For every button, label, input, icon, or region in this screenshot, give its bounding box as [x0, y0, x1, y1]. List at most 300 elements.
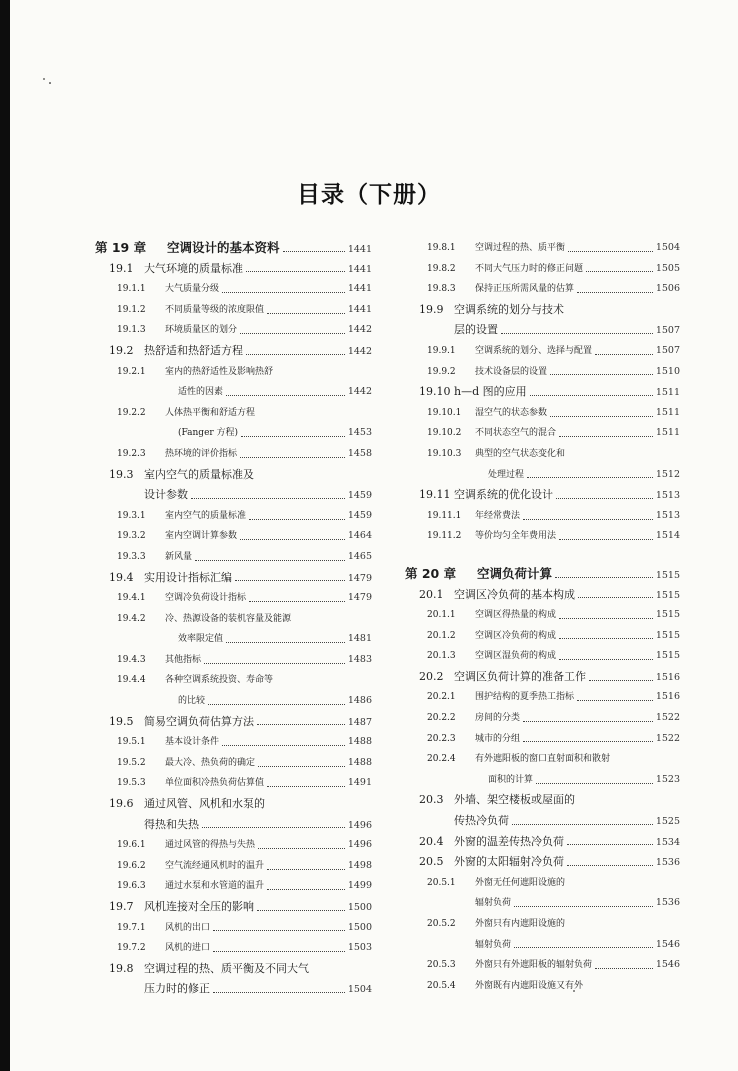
toc-entry-number: 20.5.2 [427, 919, 456, 929]
toc-entry-number: 19.9.1 [427, 345, 456, 356]
toc-entry-page: 1522 [655, 712, 680, 724]
dot-leader [559, 539, 653, 540]
toc-entry-page: 1487 [347, 716, 372, 728]
toc-entry-page: 1536 [655, 897, 680, 909]
toc-entry-title: 不同大气压力时的修正问题 [475, 263, 584, 274]
toc-entry-title: 最大冷、热负荷的确定 [165, 757, 256, 768]
toc-entry [405, 893, 680, 914]
page-title: 目录（下册） [297, 182, 441, 208]
toc-entry [95, 918, 372, 939]
toc-entry-number: 19.8.2 [427, 263, 456, 274]
dot-leader [240, 457, 345, 458]
dot-leader [577, 292, 653, 293]
toc-entry [95, 650, 372, 671]
toc-entry-page: 1511 [655, 406, 680, 418]
toc-entry-page: 1465 [347, 550, 372, 562]
toc-entry-number: 20.5.3 [427, 960, 456, 971]
toc-entry-number: 19.8.1 [427, 243, 456, 253]
toc-entry-title: 处理过程 [488, 469, 525, 480]
toc-entry-title: 的比较 [178, 696, 206, 707]
toc-entry-title: h—d 图的应用 [454, 385, 527, 399]
toc-entry-title: 大气质量分级 [165, 284, 220, 295]
dot-leader [527, 477, 653, 478]
toc-entry-page: 1481 [347, 633, 372, 645]
toc-entry-title: 环境质量区的划分 [165, 325, 238, 336]
toc-entry [95, 506, 372, 527]
toc-entry-title: 外窗的太阳辐射冷负荷 [454, 855, 564, 869]
toc-entry-title: 面积的计算 [488, 774, 534, 785]
toc-entry-number: 第 19 章 [95, 240, 147, 255]
dot-leader [249, 601, 345, 602]
dot-leader [559, 638, 653, 639]
toc-entry-number: 第 20 章 [405, 565, 457, 581]
toc-entry [405, 585, 680, 606]
toc-entry [95, 629, 372, 650]
toc-entry-title: 人体热平衡和舒适方程 [165, 407, 256, 418]
toc-entry [95, 691, 372, 712]
toc-entry-title: 其他指标 [165, 654, 202, 665]
toc-entry-number: 20.2 [419, 669, 444, 683]
dot-leader [556, 498, 653, 499]
toc-entry-title: 湿空气的状态参数 [475, 407, 548, 418]
dot-leader [257, 724, 345, 725]
dot-leader [204, 663, 345, 664]
toc-entry [405, 626, 680, 647]
toc-entry-number: 19.5.2 [117, 757, 146, 768]
toc-entry-number: 19.10.3 [427, 448, 462, 459]
toc-entry [405, 444, 680, 465]
scan-speck [49, 82, 51, 84]
toc-entry-title: 空调区冷负荷的基本构成 [454, 587, 575, 601]
dot-leader [550, 374, 653, 375]
toc-entry-number: 20.2.4 [427, 754, 456, 765]
dot-leader [246, 354, 345, 355]
toc-entry-title: 外窗无任何遮阳设施的 [475, 877, 566, 888]
toc-entry-title: 围护结构的夏季热工指标 [475, 692, 575, 703]
toc-entry [95, 403, 372, 424]
toc-entry [95, 526, 372, 547]
toc-entry-page: 1515 [655, 650, 680, 662]
toc-entry-page: 1523 [655, 773, 680, 785]
dot-leader [567, 844, 653, 845]
toc-right-column [405, 238, 680, 996]
toc-entry-title: 适性的因素 [178, 387, 224, 398]
toc-entry [95, 938, 372, 959]
toc-entry-page: 1442 [347, 345, 372, 357]
toc-entry-page: 1499 [347, 880, 372, 892]
dot-leader [240, 539, 345, 540]
toc-entry-title: 压力时的修正 [144, 982, 210, 996]
toc-entry-title: 得热和失热 [144, 817, 199, 831]
toc-entry [95, 320, 372, 341]
toc-entry-title: 设计参数 [144, 488, 188, 502]
toc-entry [405, 320, 680, 341]
toc-entry-page: 1513 [655, 490, 680, 502]
dot-leader [195, 560, 345, 561]
toc-entry-page: 1486 [347, 695, 372, 707]
dot-leader [191, 498, 345, 499]
toc-entry-number: 19.4.3 [117, 654, 146, 665]
dot-leader [246, 271, 345, 272]
dot-leader [208, 704, 345, 705]
toc-entry [405, 300, 680, 321]
toc-entry [95, 897, 372, 918]
dot-leader [213, 992, 345, 993]
toc-entry-title: 技术设备层的设置 [475, 366, 548, 377]
toc-entry-page: 1500 [347, 902, 372, 913]
toc-entry-page: 1504 [347, 984, 372, 996]
toc-entry-number: 20.1.2 [427, 630, 456, 641]
toc-entry-number: 19.11.2 [427, 531, 462, 542]
toc-entry [405, 341, 680, 362]
dot-leader [523, 721, 653, 722]
toc-entry [405, 605, 680, 626]
toc-entry-number: 19.3.2 [117, 531, 146, 542]
toc-entry-number: 20.2.2 [427, 713, 456, 724]
dot-leader [258, 766, 345, 767]
toc-entry [405, 238, 680, 259]
toc-entry-title: 风机的出口 [165, 922, 211, 933]
toc-entry [95, 670, 372, 691]
dot-leader [595, 354, 653, 355]
toc-entry-title: 辐射负荷 [475, 898, 512, 909]
toc-entry-page: 1488 [347, 756, 372, 768]
toc-entry [405, 646, 680, 667]
dot-leader [514, 947, 653, 948]
toc-entry-number: 19.8 [109, 961, 134, 975]
toc-entry-title: 室内空调计算参数 [165, 531, 238, 542]
toc-entry-title: 室内空气的质量标准 [165, 510, 247, 521]
dot-leader [577, 700, 653, 701]
toc-entry [405, 279, 680, 300]
toc-entry-title: 通过水泵和水管道的温升 [165, 881, 265, 892]
toc-entry-number: 20.5 [419, 855, 444, 869]
toc-entry [95, 362, 372, 383]
toc-entry-page: 1464 [347, 530, 372, 542]
toc-entry-number: 19.10.2 [427, 428, 462, 439]
toc-entry-number: 19.6 [109, 797, 134, 811]
toc-entry-page: 1514 [655, 530, 680, 542]
toc-entry-title: 有外遮阳板的窗口直射面积和散射 [475, 754, 611, 765]
toc-entry [95, 753, 372, 774]
toc-entry-number: 19.4.4 [117, 675, 146, 686]
toc-entry-title: 空调过程的热、质平衡及不同大气 [144, 961, 309, 975]
toc-entry-title: 空调系统的划分与技术 [454, 302, 564, 316]
toc-entry-title: 外窗的温差传热冷负荷 [454, 834, 564, 848]
dot-leader [595, 968, 653, 969]
toc-entry-page: 1479 [347, 592, 372, 604]
dot-leader [202, 827, 345, 828]
toc-entry-title: 各种空调系统投资、寿命等 [165, 675, 274, 686]
toc-entry-title: 空调区负荷计算的准备工作 [454, 669, 586, 683]
toc-entry [95, 959, 372, 980]
dot-leader [249, 519, 345, 520]
dot-leader [226, 642, 345, 643]
toc-entry [405, 403, 680, 424]
toc-entry [95, 568, 372, 589]
toc-entry-page: 1516 [655, 691, 680, 703]
toc-entry [405, 259, 680, 280]
toc-entry-page: 1522 [655, 732, 680, 744]
toc-entry-page: 1441 [347, 263, 372, 275]
toc-entry [405, 955, 680, 976]
toc-entry-page: 1536 [655, 857, 680, 869]
toc-entry-title: 风机的进口 [165, 943, 211, 954]
toc-entry-number: 19.4 [109, 570, 134, 584]
toc-entry-title: 热舒适和热舒适方程 [144, 343, 243, 357]
dot-leader [514, 906, 653, 907]
toc-entry-title: 实用设计指标汇编 [144, 570, 232, 584]
toc-entry-number: 19.6.1 [117, 840, 146, 851]
toc-entry [405, 465, 680, 486]
toc-entry-number: 19.2 [109, 343, 134, 357]
toc-entry-number: 19.6.2 [117, 860, 146, 871]
toc-entry-title: 年经常费法 [475, 510, 521, 521]
toc-entry-number: 19.7.1 [117, 922, 146, 933]
toc-entry-title: 空调设计的基本资料 [167, 240, 280, 255]
toc-entry [95, 238, 372, 259]
toc-entry-number: 19.6.3 [117, 881, 146, 892]
toc-entry-page: 1546 [655, 959, 680, 971]
toc-entry [95, 444, 372, 465]
toc-entry-title: 基本设计条件 [165, 737, 220, 748]
dot-leader [240, 333, 345, 334]
toc-entry-page: 1459 [347, 490, 372, 502]
toc-entry-title: 空调系统的优化设计 [454, 488, 553, 502]
toc-entry-title: 典型的空气状态变化和 [475, 448, 566, 459]
toc-entry-page: 1511 [655, 387, 680, 399]
toc-entry [405, 362, 680, 383]
toc-entry-number: 19.1 [109, 261, 134, 275]
toc-entry-page: 1458 [347, 447, 372, 459]
toc-entry [405, 852, 680, 873]
dot-leader [550, 416, 653, 417]
toc-entry-title: 大气环境的质量标准 [144, 261, 243, 275]
toc-entry-title: 空调区冷负荷的构成 [475, 630, 557, 641]
toc-entry-page: 1496 [347, 839, 372, 851]
toc-entry-number: 19.5.1 [117, 737, 146, 748]
toc-entry-title: 热环境的评价指标 [165, 448, 238, 459]
toc-entry-page: 1442 [347, 324, 372, 336]
toc-entry-page: 1479 [347, 572, 372, 584]
toc-entry-title: 层的设置 [454, 323, 498, 337]
toc-entry [95, 794, 372, 815]
toc-entry-title: 外墙、架空楼板或屋面的 [454, 793, 575, 807]
toc-entry-page: 1442 [347, 386, 372, 398]
toc-entry [405, 729, 680, 750]
toc-entry-title: 城市的分组 [475, 733, 521, 744]
toc-entry-number: 20.1.1 [427, 610, 456, 621]
toc-entry-page: 1496 [347, 819, 372, 831]
toc-entry-number: 20.1 [419, 587, 444, 601]
dot-leader [568, 251, 653, 252]
dot-leader [559, 659, 653, 660]
toc-entry [95, 382, 372, 403]
toc-entry [405, 423, 680, 444]
toc-entry-number: 20.5.4 [427, 980, 456, 991]
toc-entry [405, 708, 680, 729]
toc-entry-page: 1491 [347, 777, 372, 789]
toc-entry [405, 914, 680, 935]
toc-entry-title: 外窗既有内遮阳设施又有外 [475, 980, 584, 991]
toc-entry-number: 19.1.3 [117, 325, 146, 336]
toc-entry-page: 1507 [655, 325, 680, 337]
book-spine-edge [0, 0, 10, 1071]
toc-entry-number: 19.2.1 [117, 366, 146, 377]
toc-entry-title: 不同状态空气的混合 [475, 428, 557, 439]
toc-entry-title: 辐射负荷 [475, 939, 512, 950]
toc-entry-title: 空调负荷计算 [477, 565, 553, 581]
toc-entry-number: 20.2.1 [427, 692, 456, 703]
toc-entry [405, 832, 680, 853]
toc-entry-number: 19.9 [419, 302, 444, 316]
toc-entry [95, 423, 372, 444]
toc-entry-title: 风机连接对全压的影响 [144, 900, 254, 913]
toc-entry-page: 1525 [655, 816, 680, 828]
toc-entry-title: 效率限定值 [178, 634, 224, 645]
toc-entry [95, 547, 372, 568]
dot-leader [267, 869, 345, 870]
toc-entry [95, 341, 372, 362]
toc-entry-number: 19.11.1 [427, 510, 462, 521]
toc-entry [95, 979, 372, 1000]
toc-entry [405, 976, 680, 997]
toc-entry-number: 19.10 [419, 385, 451, 399]
toc-entry [95, 259, 372, 280]
toc-entry-page: 1503 [347, 942, 372, 954]
toc-entry [405, 485, 680, 506]
toc-entry-page: 1513 [655, 509, 680, 521]
toc-entry-number: 20.4 [419, 834, 444, 848]
toc-entry [405, 770, 680, 791]
dot-leader [523, 741, 653, 742]
toc-entry [405, 935, 680, 956]
toc-entry-page: 1488 [347, 736, 372, 748]
dot-leader [267, 786, 345, 787]
toc-entry [405, 811, 680, 832]
toc-entry-number: 19.3.1 [117, 510, 146, 521]
toc-entry [95, 609, 372, 630]
toc-entry-page: 1500 [347, 921, 372, 933]
toc-entry [95, 712, 372, 733]
toc-entry [95, 588, 372, 609]
toc-entry-page: 1507 [655, 344, 680, 356]
dot-leader [578, 597, 653, 598]
toc-entry-page: 1483 [347, 653, 372, 665]
toc-entry-page: 1516 [655, 671, 680, 683]
dot-leader [559, 436, 653, 437]
toc-entry-title: 空调冷负荷设计指标 [165, 593, 247, 604]
toc-entry [95, 856, 372, 877]
toc-entry-page: 1441 [347, 244, 372, 255]
toc-entry-title: 传热冷负荷 [454, 814, 509, 828]
toc-entry [405, 526, 680, 547]
toc-entry-number: 19.1.2 [117, 304, 146, 315]
toc-entry [405, 749, 680, 770]
toc-entry-page: 1504 [655, 242, 680, 253]
toc-entry-title: 空调区得热量的构成 [475, 610, 557, 621]
toc-entry-number: 19.3 [109, 467, 134, 481]
toc-entry-number: 19.2.3 [117, 448, 146, 459]
dot-leader [501, 333, 653, 334]
toc-entry [405, 790, 680, 811]
toc-left-column [95, 238, 372, 1000]
toc-entry-title: 房间的分类 [475, 713, 521, 724]
toc-entry [405, 667, 680, 688]
toc-entry-number: 19.8.3 [427, 284, 456, 295]
toc-entry-number: 19.4.2 [117, 613, 146, 624]
toc-entry-title: (Fanger 方程) [178, 428, 239, 439]
toc-entry [405, 873, 680, 894]
toc-entry [95, 300, 372, 321]
dot-leader [567, 865, 653, 866]
toc-entry-title: 室内空气的质量标准及 [144, 467, 254, 481]
toc-entry-title: 不同质量等级的浓度限值 [165, 304, 265, 315]
toc-entry-number: 19.10.1 [427, 407, 462, 418]
dot-leader [523, 519, 653, 520]
toc-entry-number: 20.1.3 [427, 651, 456, 662]
toc-entry-number: 20.2.3 [427, 733, 456, 744]
toc-entry-page: 1453 [347, 427, 372, 439]
dot-leader [267, 889, 345, 890]
toc-entry-title: 外窗只有内遮阳设施的 [475, 919, 566, 929]
dot-leader [213, 951, 345, 952]
toc-entry [95, 279, 372, 300]
toc-entry [405, 506, 680, 527]
toc-entry-page: 1459 [347, 509, 372, 521]
toc-entry-number: 19.11 [419, 488, 451, 502]
toc-entry-number: 20.5.1 [427, 877, 456, 888]
toc-entry-title: 单位面积冷热负荷估算值 [165, 778, 265, 789]
dot-leader [226, 395, 345, 396]
toc-entry-number: 19.7 [109, 900, 134, 913]
toc-entry-number: 19.9.2 [427, 366, 456, 377]
scan-speck [43, 78, 45, 80]
dot-leader [589, 680, 653, 681]
toc-entry [95, 732, 372, 753]
toc-entry-number: 19.7.2 [117, 943, 146, 954]
dot-leader [222, 745, 345, 746]
dot-leader [241, 436, 345, 437]
toc-entry-title: 室内的热舒适性及影响热舒 [165, 366, 274, 377]
toc-entry [95, 815, 372, 836]
toc-entry-page: 1534 [655, 836, 680, 848]
toc-entry-title: 通过风管的得热与失热 [165, 840, 256, 851]
toc-entry-number: 20.3 [419, 793, 444, 807]
toc-entry-page: 1511 [655, 427, 680, 439]
toc-entry-title: 空调区湿负荷的构成 [475, 651, 557, 662]
toc-entry-title: 通过风管、风机和水泵的 [144, 797, 265, 811]
toc-entry-number: 19.2.2 [117, 407, 146, 418]
dot-leader [267, 313, 345, 314]
dot-leader [235, 580, 345, 581]
toc-entry-page: 1515 [655, 609, 680, 621]
dot-leader [283, 251, 345, 252]
toc-entry-number: 19.5.3 [117, 778, 146, 789]
toc-entry [95, 773, 372, 794]
toc-entry-page: 1510 [655, 365, 680, 377]
toc-entry-page: 1515 [655, 629, 680, 641]
toc-entry [95, 876, 372, 897]
toc-entry-title: 冷、热源设备的装机容量及能源 [165, 613, 292, 624]
toc-entry-title: 保持正压所需风量的估算 [475, 284, 575, 295]
toc-entry [95, 835, 372, 856]
toc-entry-number: 19.1.1 [117, 284, 146, 295]
toc-entry-title: 外窗只有外遮阳板的辐射负荷 [475, 960, 593, 971]
toc-entry-page: 1441 [347, 283, 372, 295]
toc-entry-title: 新风量 [165, 551, 193, 562]
dot-leader [559, 618, 653, 619]
